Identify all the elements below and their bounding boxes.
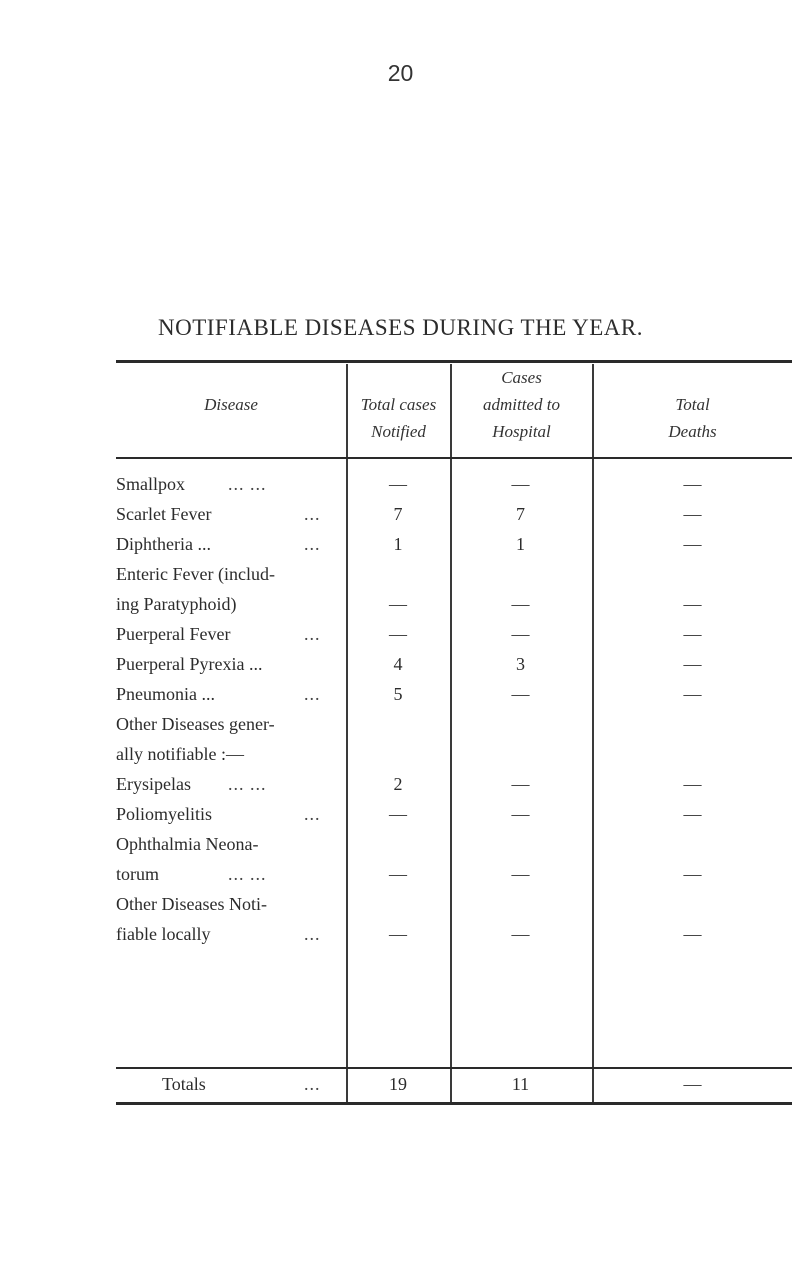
disease-name-line-2: fiable locally bbox=[116, 924, 211, 944]
disease-name: Poliomyelitis bbox=[116, 804, 213, 824]
section-label-line-2: ally notifiable :— bbox=[116, 744, 244, 764]
disease-name-line-2: ing Paratyphoid) bbox=[116, 594, 237, 614]
cell-deaths: — bbox=[683, 594, 702, 614]
table-row bbox=[116, 504, 792, 534]
total-deaths: — bbox=[683, 1074, 702, 1094]
table-row bbox=[116, 474, 792, 504]
cell-deaths: — bbox=[683, 684, 702, 704]
cell-deaths: — bbox=[683, 864, 702, 884]
header-deaths bbox=[593, 391, 792, 445]
disease-name: Erysipelas bbox=[116, 774, 191, 794]
leader-dots: ... bbox=[304, 534, 321, 554]
header-notified-line-1: Total cases bbox=[360, 395, 437, 414]
cell-hospital: — bbox=[511, 864, 530, 884]
cell-deaths: — bbox=[683, 654, 702, 674]
table-row bbox=[116, 564, 792, 624]
cell-notified: — bbox=[389, 804, 407, 824]
header-hospital bbox=[451, 364, 592, 445]
header-hospital-line-3: Hospital bbox=[492, 422, 551, 441]
leader-dots: ... bbox=[304, 624, 321, 644]
cell-deaths: — bbox=[683, 774, 702, 794]
header-notified bbox=[347, 391, 450, 445]
table-row bbox=[116, 894, 792, 954]
header-deaths-line-2: Deaths bbox=[668, 422, 717, 441]
table-row-section bbox=[116, 714, 792, 774]
cell-notified: 1 bbox=[393, 534, 403, 554]
totals-label: Totals bbox=[162, 1074, 206, 1094]
header-deaths-line-1: Total bbox=[675, 395, 710, 414]
table-row bbox=[116, 684, 792, 714]
cell-deaths: — bbox=[683, 624, 702, 644]
table-row bbox=[116, 534, 792, 564]
table-row bbox=[116, 654, 792, 684]
leader-dots: ... bbox=[304, 804, 321, 824]
table-row bbox=[116, 804, 792, 834]
disease-name-line-1: Ophthalmia Neona- bbox=[116, 834, 259, 854]
leader-dots: ... ... bbox=[228, 864, 267, 884]
totals-row bbox=[116, 1074, 792, 1104]
cell-hospital: — bbox=[511, 684, 530, 704]
cell-hospital: 1 bbox=[516, 534, 525, 554]
total-hospital: 11 bbox=[511, 1074, 530, 1094]
leader-dots: ... bbox=[304, 1074, 321, 1094]
cell-deaths: — bbox=[683, 534, 702, 554]
header-hospital-line-1: Cases bbox=[501, 368, 542, 387]
disease-name-line-2: torum bbox=[116, 864, 159, 884]
totals-top-rule bbox=[116, 1067, 792, 1069]
cell-hospital: — bbox=[511, 924, 530, 944]
cell-notified: — bbox=[389, 594, 407, 614]
header-hospital-line-2: admitted to bbox=[483, 395, 560, 414]
leader-dots: ... ... bbox=[228, 474, 267, 494]
header-bottom-rule bbox=[116, 457, 792, 459]
cell-hospital: 7 bbox=[516, 504, 525, 524]
section-label-line-1: Other Diseases gener- bbox=[116, 714, 275, 734]
cell-hospital: — bbox=[511, 594, 530, 614]
page-title: NOTIFIABLE DISEASES DURING THE YEAR. bbox=[157, 315, 644, 340]
cell-deaths: — bbox=[683, 804, 702, 824]
leader-dots: ... bbox=[304, 924, 321, 944]
leader-dots: ... bbox=[304, 504, 321, 524]
table-bottom-rule bbox=[116, 1102, 792, 1105]
cell-notified: 5 bbox=[393, 684, 403, 704]
cell-notified: — bbox=[389, 864, 407, 884]
cell-hospital: — bbox=[511, 804, 530, 824]
total-notified: 19 bbox=[389, 1074, 407, 1094]
table-row bbox=[116, 624, 792, 654]
disease-name: Pneumonia ... bbox=[116, 684, 215, 704]
cell-notified: — bbox=[389, 924, 407, 944]
page-number: 20 bbox=[387, 60, 414, 86]
disease-name: Smallpox bbox=[116, 474, 186, 494]
cell-deaths: — bbox=[683, 504, 702, 524]
header-disease-text: Disease bbox=[204, 395, 258, 414]
cell-deaths: — bbox=[683, 474, 702, 494]
cell-notified: — bbox=[389, 624, 407, 644]
cell-hospital: 3 bbox=[516, 654, 525, 674]
table-top-rule bbox=[116, 360, 792, 363]
table-row bbox=[116, 774, 792, 804]
disease-name: Diphtheria ... bbox=[116, 534, 211, 554]
disease-name: Scarlet Fever bbox=[116, 504, 212, 524]
cell-notified: 2 bbox=[393, 774, 403, 794]
disease-name-line-1: Enteric Fever (includ- bbox=[116, 564, 275, 584]
cell-notified: 4 bbox=[393, 654, 403, 674]
cell-notified: — bbox=[389, 474, 407, 494]
table-row bbox=[116, 834, 792, 894]
cell-hospital: — bbox=[511, 474, 530, 494]
leader-dots: ... bbox=[304, 684, 321, 704]
disease-name-line-1: Other Diseases Noti- bbox=[116, 894, 267, 914]
cell-notified: 7 bbox=[393, 504, 403, 524]
header-disease bbox=[116, 391, 346, 418]
leader-dots: ... ... bbox=[228, 774, 267, 794]
cell-hospital: — bbox=[511, 774, 530, 794]
disease-name: Puerperal Fever bbox=[116, 624, 231, 644]
header-notified-line-2: Notified bbox=[371, 422, 426, 441]
disease-name: Puerperal Pyrexia ... bbox=[116, 654, 263, 674]
cell-deaths: — bbox=[683, 924, 702, 944]
cell-hospital: — bbox=[511, 624, 530, 644]
